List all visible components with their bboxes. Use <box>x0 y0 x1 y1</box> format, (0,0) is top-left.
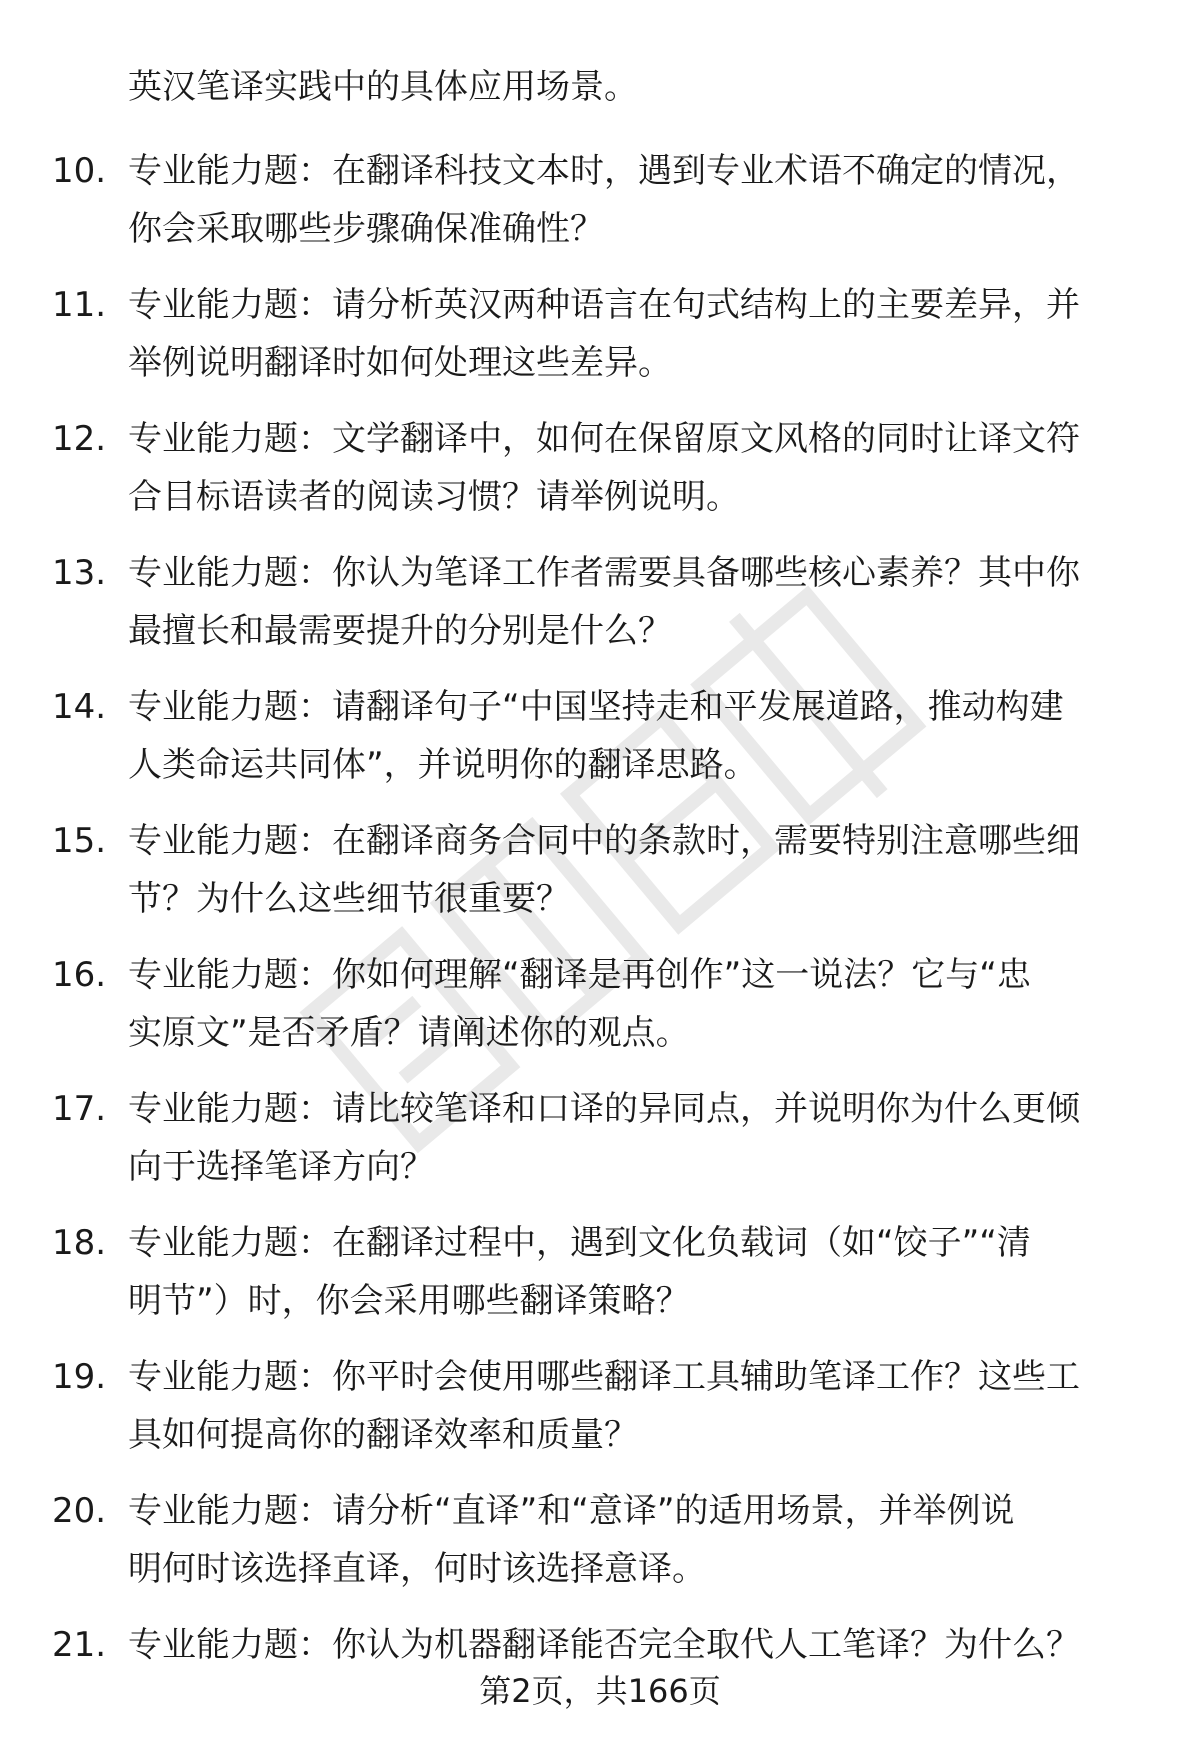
question-item <box>0 946 1200 1062</box>
question-item <box>0 678 1200 794</box>
question-text <box>128 1482 1138 1598</box>
question-text-line: 专业能力题：在翻译过程中，遇到文化负载词（如“饺子”“清 <box>128 1223 1031 1263</box>
question-text-line: 专业能力题：在翻译科技文本时，遇到专业术语不确定的情况， <box>128 151 1080 191</box>
question-text-line: 实原文”是否矛盾？请阐述你的观点。 <box>128 1013 690 1053</box>
question-number: 13. <box>52 553 107 593</box>
question-number: 12. <box>52 419 107 459</box>
question-item <box>0 142 1200 258</box>
question-text-line: 专业能力题：你平时会使用哪些翻译工具辅助笔译工作？这些工 <box>128 1357 1080 1397</box>
question-text-line: 人类命运共同体”，并说明你的翻译思路。 <box>128 745 758 785</box>
question-text-line: 专业能力题：你如何理解“翻译是再创作”这一说法？它与“忠 <box>128 955 1031 995</box>
question-text-line: 你会采取哪些步骤确保准确性？ <box>128 209 604 249</box>
question-item <box>0 410 1200 526</box>
page-footer: 第2页，共166页 <box>479 1672 721 1710</box>
question-text-line: 专业能力题：文学翻译中，如何在保留原文风格的同时让译文符 <box>128 419 1080 459</box>
question-text <box>128 1080 1138 1196</box>
question-text-line: 具如何提高你的翻译效率和质量？ <box>128 1415 638 1455</box>
question-text <box>128 544 1138 660</box>
question-number: 21. <box>52 1625 107 1665</box>
question-number: 18. <box>52 1223 107 1263</box>
question-text-line: 合目标语读者的阅读习惯？请举例说明。 <box>128 477 740 517</box>
question-item <box>0 276 1200 392</box>
question-item <box>0 1214 1200 1330</box>
question-text-line: 专业能力题：请比较笔译和口译的异同点，并说明你为什么更倾 <box>128 1089 1080 1129</box>
question-text <box>128 812 1138 928</box>
question-text-line: 专业能力题：你认为笔译工作者需要具备哪些核心素养？其中你 <box>128 553 1080 593</box>
question-text-line: 明何时该选择直译，何时该选择意译。 <box>128 1549 706 1589</box>
question-number: 16. <box>52 955 107 995</box>
question-text-line: 明节”）时，你会采用哪些翻译策略？ <box>128 1281 690 1321</box>
question-item <box>0 1080 1200 1196</box>
question-number: 11. <box>52 285 107 325</box>
question-text <box>128 1348 1138 1464</box>
question-item <box>0 812 1200 928</box>
question-text-line: 专业能力题：请分析英汉两种语言在句式结构上的主要差异，并 <box>128 285 1080 325</box>
question-text <box>128 946 1138 1062</box>
question-text-line: 节？为什么这些细节很重要？ <box>128 879 570 919</box>
question-number: 20. <box>52 1491 107 1531</box>
question-text <box>128 678 1138 794</box>
question-text <box>128 410 1138 526</box>
question-text-line: 举例说明翻译时如何处理这些差异。 <box>128 343 672 383</box>
question-text <box>128 1214 1138 1330</box>
continuation-line: 英汉笔译实践中的具体应用场景。 <box>128 67 638 107</box>
question-number: 19. <box>52 1357 107 1397</box>
question-text <box>128 142 1138 258</box>
question-text-line: 向于选择笔译方向？ <box>128 1147 434 1187</box>
question-number: 10. <box>52 151 107 191</box>
question-number: 15. <box>52 821 107 861</box>
question-text-line: 专业能力题：请翻译句子“中国坚持走和平发展道路，推动构建 <box>128 687 1064 727</box>
question-text-line: 专业能力题：你认为机器翻译能否完全取代人工笔译？为什么？ <box>128 1625 1080 1665</box>
question-text-line: 最擅长和最需要提升的分别是什么？ <box>128 611 672 651</box>
question-text-line: 专业能力题：在翻译商务合同中的条款时，需要特别注意哪些细 <box>128 821 1080 861</box>
question-text-line: 专业能力题：请分析“直译”和“意译”的适用场景，并举例说 <box>128 1491 1015 1531</box>
question-item <box>0 544 1200 660</box>
question-text <box>128 276 1138 392</box>
question-item <box>0 1348 1200 1464</box>
question-number: 17. <box>52 1089 107 1129</box>
question-item <box>0 1482 1200 1598</box>
question-number: 14. <box>52 687 107 727</box>
